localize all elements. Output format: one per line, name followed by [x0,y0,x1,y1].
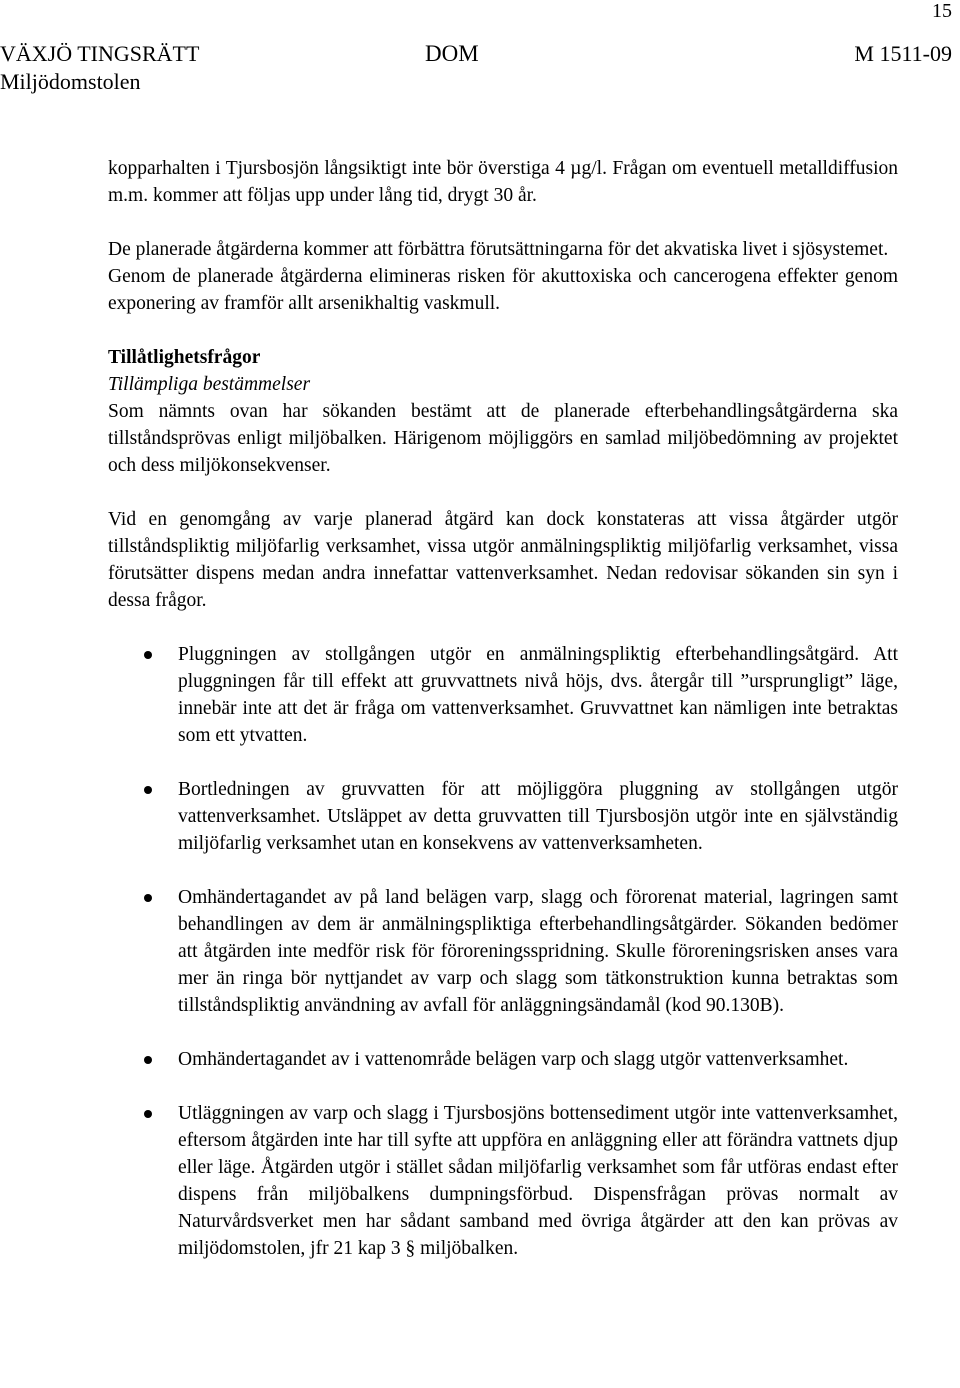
bullet-icon [144,894,152,902]
court-name: VÄXJÖ TINGSRÄTT [0,41,200,66]
department-name: Miljödomstolen [0,69,141,94]
list-item [108,884,898,1019]
list-item-text: Pluggningen av stollgången utgör en anmälningspliktig efterbehandlingsåtgärd. Att pluggningen får till effekt att gruvvattnets nivå höjs, dvs. återgår till ”ursprungligt” läge, innebär inte att det är fråga om vattenverksamhet. Gruvvattnet kan nämligen inte betraktas som ett ytvatten. [178,644,898,746]
list-item-text: Omhändertagandet av på land belägen varp, slagg och förorenat material, lagringen samt behandlingen av dem är anmälningspliktiga efterbehandlingsåtgärder. Sökanden bedömer att åtgärden inte medför risk för föroreningsspridning. Skulle föroreningsrisken anses vara mer än ringa bör nyttjandet av varp och slagg som tätkonstruktion kunna betraktas som tillståndspliktig användning av avfall för anläggningsändamål (kod 90.130B). [178,887,898,1016]
bullet-icon [144,651,152,659]
paragraph: kopparhalten i Tjursbosjön långsiktigt inte bör överstiga 4 µg/l. Frågan om eventuell metalldiffusion m.m. kommer att följas upp under lång tid, drygt 30 år. [108,158,898,206]
list-item [108,1100,898,1262]
bullet-icon [144,786,152,794]
bullet-icon [144,1110,152,1118]
list-item-text: Utläggningen av varp och slagg i Tjursbosjöns bottensediment utgör inte vattenverksamhet, eftersom åtgärden inte har till syfte att uppföra en anläggning eller att förändra vattnets djup eller läge. Åtgärden utgör i stället sådan miljöfarlig verksamhet som får utföras endast efter dispens från miljöbalkens dumpningsförbud. Dispensfrågan prövas normalt av Naturvårdsverket men har sådant samband med övriga åtgärder att den kan prövas av miljödomstolen, jfr 21 kap 3 § miljöbalken. [178,1103,898,1259]
header-left [0,40,199,96]
paragraph: Genom de planerade åtgärderna elimineras risken för akuttoxiska och cancerogena effekter genom exponering av framför allt arsenikhaltig vaskmull. [108,266,898,314]
case-number: M 1511-09 [854,41,952,66]
list-item-text: Omhändertagandet av i vattenområde belägen varp och slagg utgör vattenverksamhet. [178,1049,849,1070]
page-number: 15 [932,0,952,22]
document-type: DOM [425,41,479,66]
document-body [108,155,898,1262]
paragraph: De planerade åtgärderna kommer att förbättra förutsättningarna för det akvatiska livet i sjösystemet. [108,239,889,260]
bullet-icon [144,1056,152,1064]
paragraph: Vid en genomgång av varje planerad åtgärd kan dock konstateras att vissa åtgärder utgör tillståndspliktig miljöfarlig verksamhet, vissa utgör anmälningspliktig miljöfarlig verksamhet, vissa förutsätter dispens medan andra innefattar vattenverksamhet. Nedan redovisar sökanden sin syn i dessa frågor. [108,509,898,611]
list-item-text: Bortledningen av gruvvatten för att möjliggöra pluggning av stollgången utgör vattenverksamhet. Utsläppet av detta gruvvatten till Tjursbosjön utgör inte en självständig miljöfarlig verksamhet utan en konsekvens av vattenverksamheten. [178,779,898,854]
section-heading: Tillåtlighetsfrågor [108,347,261,368]
list-item [108,1046,898,1073]
bullet-list [108,641,898,1262]
section-subheading: Tillämpliga bestämmelser [108,374,311,395]
list-item [108,641,898,749]
paragraph: Som nämnts ovan har sökanden bestämt att de planerade efterbehandlingsåtgärderna ska tillståndsprövas enligt miljöbalken. Härigenom möjliggörs en samlad miljöbedömning av projektet och dess miljökonsekvenser. [108,401,898,476]
list-item [108,776,898,857]
